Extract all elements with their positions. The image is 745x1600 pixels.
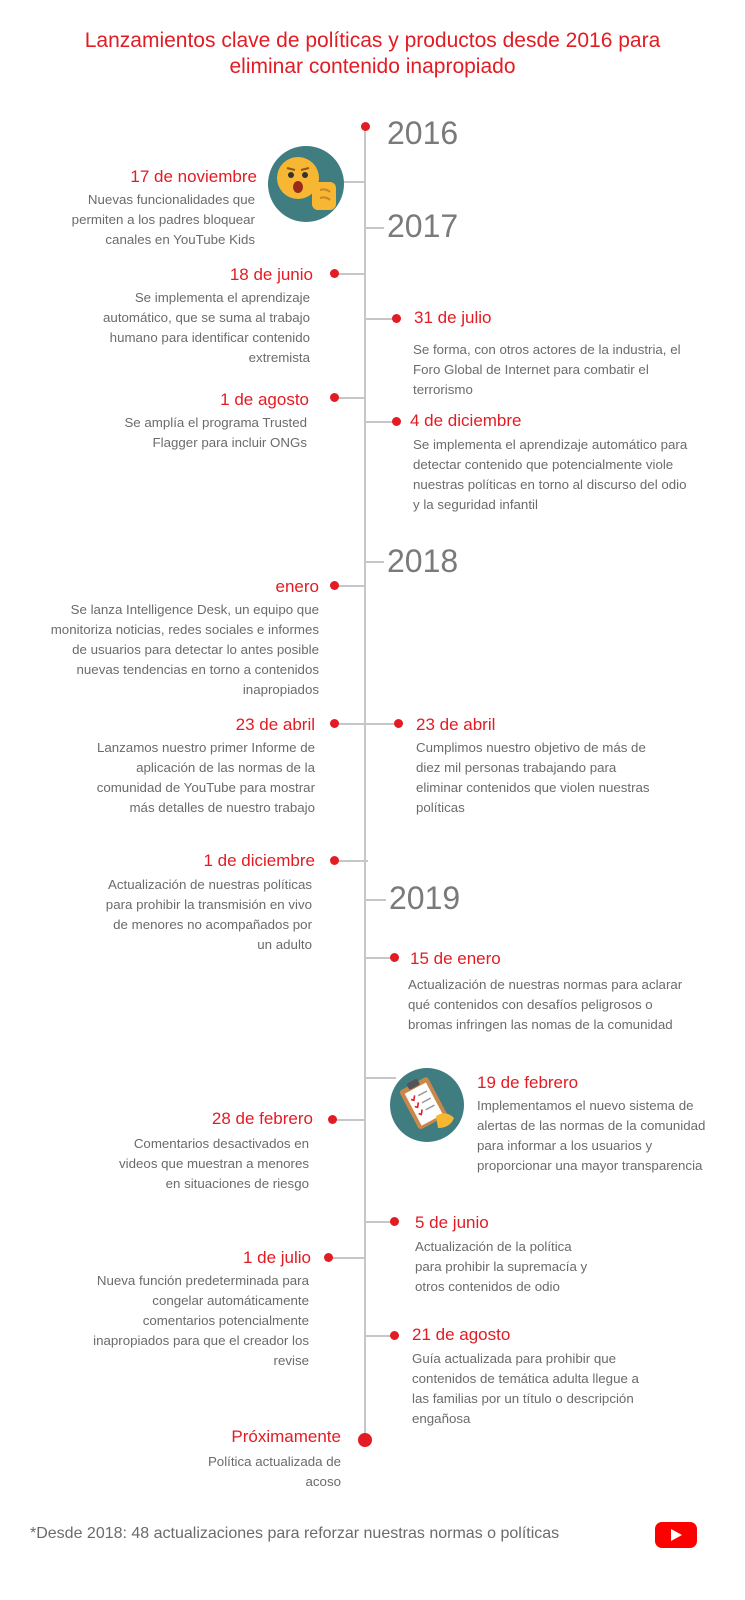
- event-connector: [336, 585, 364, 587]
- event-description: Nueva función predeterminada para congelar automáticamente comentarios potencialmente inapropiados para que el creador los revise: [93, 1273, 309, 1368]
- event-connector: [336, 273, 364, 275]
- event-date: 18 de junio: [229, 265, 313, 284]
- event-dot: [330, 393, 339, 402]
- event-description: Cumplimos nuestro objetivo de más de diez mil personas trabajando para eliminar contenidos que violen nuestras políticas: [416, 740, 650, 815]
- event-date: 1 de agosto: [220, 390, 309, 409]
- year-label: 2016: [387, 115, 459, 151]
- timeline-end-dot: [358, 1433, 372, 1447]
- event-description: Se forma, con otros actores de la industria, el Foro Global de Internet para combatir el terrorismo: [413, 342, 681, 397]
- event-description: Se lanza Intelligence Desk, un equipo que monitoriza noticias, redes sociales e informes de usuarios para detectar lo antes posible nuevas tendencias en torno a contenidos inapropiados: [50, 602, 319, 697]
- year-tick: [366, 899, 386, 901]
- event-date: 31 de julio: [414, 308, 492, 327]
- event-dot: [390, 1217, 399, 1226]
- event-dot: [328, 1115, 337, 1124]
- youtube-logo-icon: [655, 1522, 697, 1548]
- event-date: 4 de diciembre: [410, 411, 522, 430]
- event-description: Lanzamos nuestro primer Informe de aplicación de las normas de la comunidad de YouTube para mostrar más detalles de nuestro trabajo: [96, 740, 315, 815]
- event-description: Actualización de nuestras normas para aclarar qué contenidos con desafíos peligrosos o bromas infringen las nomas de la comunidad: [408, 977, 683, 1032]
- event-connector: [330, 1257, 364, 1259]
- event-description: Actualización de nuestras políticas para prohibir la transmisión en vivo de menores no acompañados por un adulto: [105, 877, 312, 952]
- event-dot: [394, 719, 403, 728]
- event-date: 1 de diciembre: [203, 851, 315, 870]
- year-label: 2018: [387, 543, 459, 579]
- event-date: 28 de febrero: [211, 1109, 313, 1128]
- event-description: Se implementa el aprendizaje automático, que se suma al trabajo humano para identificar contenido extremista: [103, 290, 310, 365]
- event-description: Actualización de la política para prohibir la supremacía y otros contenidos de odio: [415, 1239, 588, 1294]
- event-date: enero: [275, 577, 319, 596]
- timeline-axis: [364, 127, 366, 1440]
- clipboard-checklist-icon: [388, 1066, 466, 1144]
- event-description: Se amplía el programa Trusted Flagger para incluir ONGs: [124, 415, 307, 450]
- event-date: Próximamente: [231, 1427, 341, 1446]
- event-dot: [390, 953, 399, 962]
- event-description: Política actualizada de acoso: [207, 1454, 341, 1489]
- event-date: 5 de junio: [415, 1213, 489, 1232]
- year-tick: [366, 561, 384, 563]
- event-dot: [392, 417, 401, 426]
- event-date: 23 de abril: [416, 715, 496, 734]
- page-title: Lanzamientos clave de políticas y productos desde 2016 para eliminar contenido inapropiado: [84, 29, 661, 78]
- event-description: Implementamos el nuevo sistema de alertas de las normas de la comunidad para informar a los usuarios y proporcionar una mayor transparencia: [477, 1098, 706, 1173]
- event-connector: [336, 397, 364, 399]
- event-dot: [390, 1331, 399, 1340]
- event-description: Se implementa el aprendizaje automático para detectar contenido que potencialmente viole nuestras políticas en torno al discurso del odio y la seguridad infantil: [413, 437, 688, 512]
- event-description: Guía actualizada para prohibir que contenidos de temática adulta llegue a las familias por un título o descripción engañosa: [412, 1351, 639, 1426]
- event-date: 17 de noviembre: [130, 167, 257, 186]
- event-connector: [336, 723, 364, 725]
- event-date: 21 de agosto: [412, 1325, 511, 1344]
- event-dot: [324, 1253, 333, 1262]
- surprised-face-icon: [266, 144, 346, 224]
- event-date: 23 de abril: [235, 715, 315, 734]
- event-connector: [334, 1119, 364, 1121]
- event-dot: [330, 581, 339, 590]
- event-dot: [330, 269, 339, 278]
- event-description: Nuevas funcionalidades que permiten a los padres bloquear canales en YouTube Kids: [71, 192, 255, 247]
- event-date: 1 de julio: [242, 1248, 311, 1267]
- timeline-start-dot: [361, 122, 370, 131]
- year-tick: [366, 227, 384, 229]
- event-dot: [330, 719, 339, 728]
- footnote: *Desde 2018: 48 actualizaciones para reforzar nuestras normas o políticas: [30, 1525, 560, 1542]
- year-label: 2019: [389, 880, 461, 916]
- event-date: 19 de febrero: [477, 1073, 579, 1092]
- event-date: 15 de enero: [410, 949, 501, 968]
- event-description: Comentarios desactivados en videos que muestran a menores en situaciones de riesgo: [119, 1136, 309, 1191]
- event-dot: [392, 314, 401, 323]
- event-connector: [336, 860, 368, 862]
- year-label: 2017: [387, 208, 459, 244]
- event-dot: [330, 856, 339, 865]
